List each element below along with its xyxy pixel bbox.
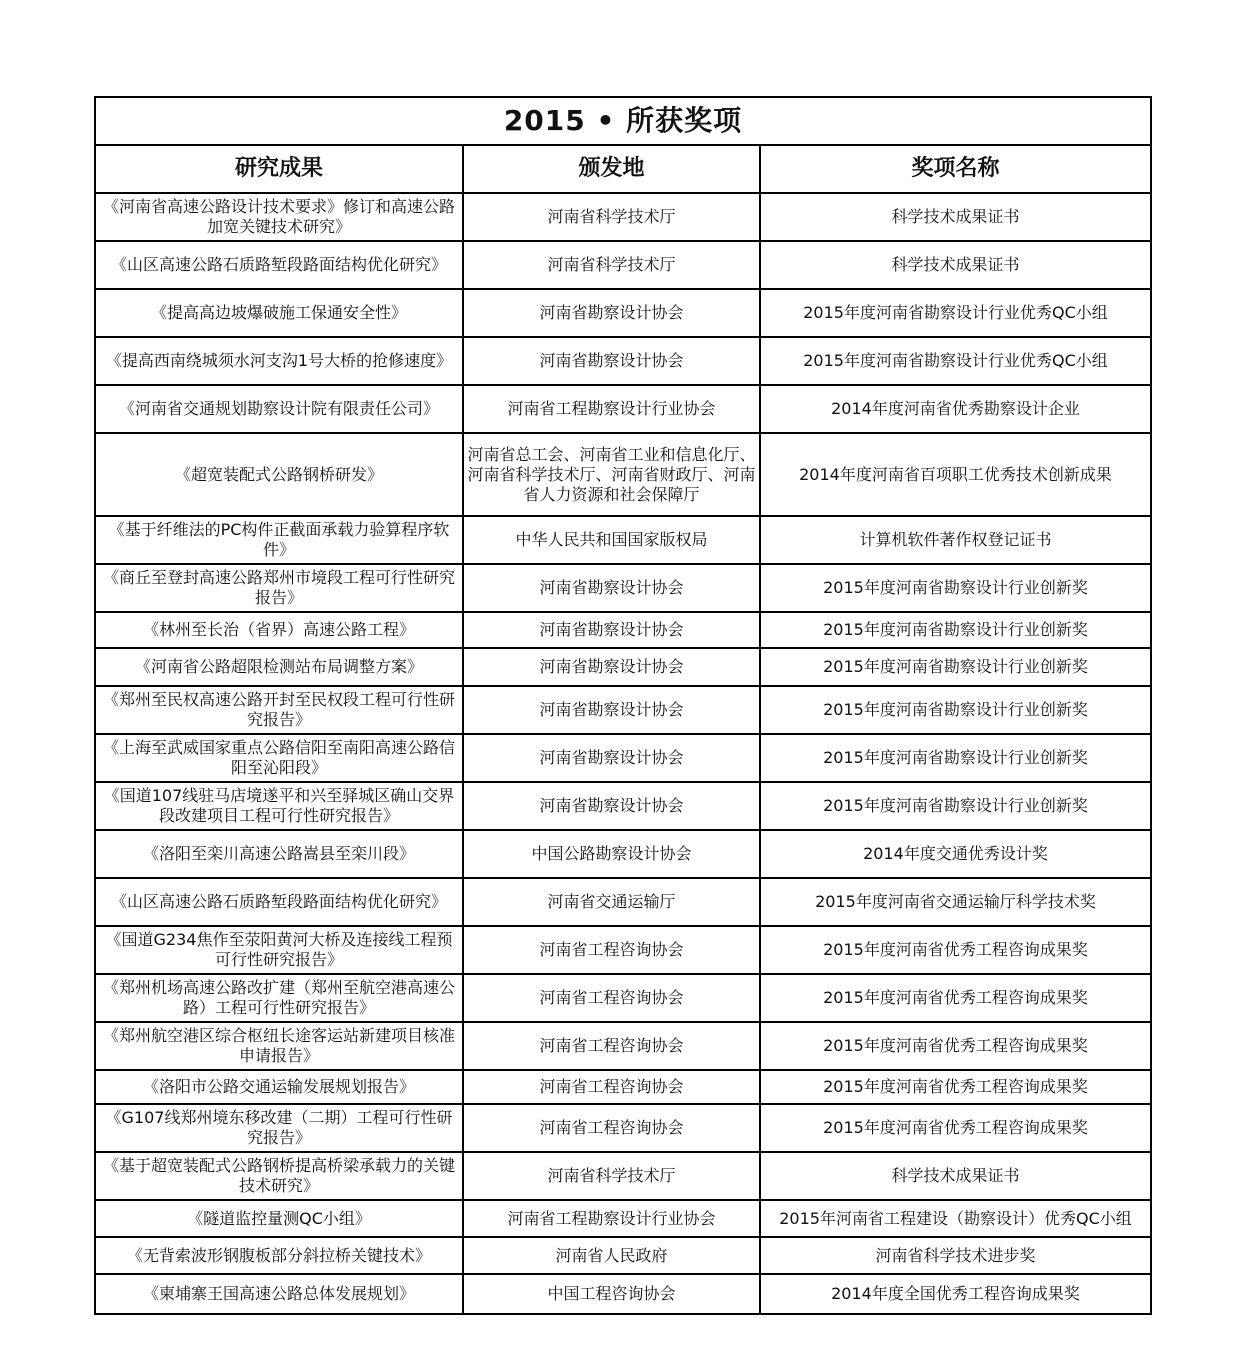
cell-result: 《柬埔寨王国高速公路总体发展规划》 (95, 1274, 463, 1314)
table-title: 2015 • 所获奖项 (95, 97, 1151, 145)
table-row (95, 433, 1151, 516)
table-row (95, 564, 1151, 612)
table-row (95, 337, 1151, 385)
cell-result: 《商丘至登封高速公路郑州市境段工程可行性研究报告》 (95, 564, 463, 612)
table-row (95, 1152, 1151, 1200)
header-result: 研究成果 (95, 145, 463, 193)
cell-result: 《洛阳市公路交通运输发展规划报告》 (95, 1070, 463, 1104)
cell-award: 科学技术成果证书 (760, 241, 1151, 289)
cell-award: 2014年度河南省优秀勘察设计企业 (760, 385, 1151, 433)
cell-result: 《提高西南绕城须水河支沟1号大桥的抢修速度》 (95, 337, 463, 385)
table-row (95, 974, 1151, 1022)
cell-award: 2015年度河南省优秀工程咨询成果奖 (760, 926, 1151, 974)
table-row (95, 1022, 1151, 1070)
cell-award: 2015年度河南省优秀工程咨询成果奖 (760, 974, 1151, 1022)
cell-result: 《提高高边坡爆破施工保通安全性》 (95, 289, 463, 337)
cell-issuer: 河南省勘察设计协会 (463, 734, 760, 782)
cell-issuer: 中国公路勘察设计协会 (463, 830, 760, 878)
cell-award: 计算机软件著作权登记证书 (760, 516, 1151, 564)
cell-award: 河南省科学技术进步奖 (760, 1237, 1151, 1274)
cell-award: 2015年度河南省交通运输厅科学技术奖 (760, 878, 1151, 926)
cell-award: 2015年度河南省勘察设计行业创新奖 (760, 734, 1151, 782)
cell-result: 《郑州机场高速公路改扩建（郑州至航空港高速公路）工程可行性研究报告》 (95, 974, 463, 1022)
cell-issuer: 河南省工程咨询协会 (463, 926, 760, 974)
cell-issuer: 河南省勘察设计协会 (463, 686, 760, 734)
cell-result: 《郑州航空港区综合枢纽长途客运站新建项目核准申请报告》 (95, 1022, 463, 1070)
table-row (95, 782, 1151, 830)
table-row (95, 648, 1151, 686)
cell-result: 《上海至武威国家重点公路信阳至南阳高速公路信阳至沁阳段》 (95, 734, 463, 782)
cell-award: 2015年度河南省勘察设计行业创新奖 (760, 648, 1151, 686)
table-row (95, 1104, 1151, 1152)
cell-issuer: 河南省勘察设计协会 (463, 612, 760, 648)
table-row (95, 878, 1151, 926)
cell-issuer: 河南省总工会、河南省工业和信息化厅、河南省科学技术厅、河南省财政厅、河南省人力资源和社会保障厅 (463, 433, 760, 516)
cell-issuer: 河南省工程勘察设计行业协会 (463, 1200, 760, 1237)
cell-issuer: 河南省工程咨询协会 (463, 1022, 760, 1070)
cell-issuer: 河南省勘察设计协会 (463, 648, 760, 686)
cell-result: 《河南省交通规划勘察设计院有限责任公司》 (95, 385, 463, 433)
table-row (95, 1274, 1151, 1314)
cell-award: 2014年度全国优秀工程咨询成果奖 (760, 1274, 1151, 1314)
cell-issuer: 中华人民共和国国家版权局 (463, 516, 760, 564)
cell-issuer: 河南省工程勘察设计行业协会 (463, 385, 760, 433)
cell-result: 《洛阳至栾川高速公路嵩县至栾川段》 (95, 830, 463, 878)
cell-result: 《G107线郑州境东移改建（二期）工程可行性研究报告》 (95, 1104, 463, 1152)
cell-issuer: 河南省工程咨询协会 (463, 974, 760, 1022)
table-row (95, 926, 1151, 974)
header-issuer: 颁发地 (463, 145, 760, 193)
cell-result: 《林州至长治（省界）高速公路工程》 (95, 612, 463, 648)
cell-issuer: 中国工程咨询协会 (463, 1274, 760, 1314)
cell-award: 2014年度河南省百项职工优秀技术创新成果 (760, 433, 1151, 516)
cell-issuer: 河南省勘察设计协会 (463, 782, 760, 830)
table-row (95, 612, 1151, 648)
table-row (95, 241, 1151, 289)
table-row (95, 193, 1151, 241)
cell-result: 《山区高速公路石质路堑段路面结构优化研究》 (95, 878, 463, 926)
cell-award: 2015年度河南省优秀工程咨询成果奖 (760, 1022, 1151, 1070)
cell-result: 《国道G234焦作至荥阳黄河大桥及连接线工程预可行性研究报告》 (95, 926, 463, 974)
table-row (95, 289, 1151, 337)
cell-issuer: 河南省工程咨询协会 (463, 1070, 760, 1104)
cell-issuer: 河南省交通运输厅 (463, 878, 760, 926)
table-row (95, 516, 1151, 564)
cell-result: 《无背索波形钢腹板部分斜拉桥关键技术》 (95, 1237, 463, 1274)
cell-issuer: 河南省科学技术厅 (463, 1152, 760, 1200)
cell-award: 科学技术成果证书 (760, 1152, 1151, 1200)
cell-award: 2015年度河南省优秀工程咨询成果奖 (760, 1070, 1151, 1104)
table-row (95, 1200, 1151, 1237)
cell-issuer: 河南省勘察设计协会 (463, 337, 760, 385)
cell-result: 《超宽装配式公路钢桥研发》 (95, 433, 463, 516)
table-row (95, 385, 1151, 433)
cell-award: 2015年度河南省优秀工程咨询成果奖 (760, 1104, 1151, 1152)
cell-award: 2015年度河南省勘察设计行业优秀QC小组 (760, 337, 1151, 385)
header-award: 奖项名称 (760, 145, 1151, 193)
cell-result: 《山区高速公路石质路堑段路面结构优化研究》 (95, 241, 463, 289)
cell-award: 2015年度河南省勘察设计行业创新奖 (760, 686, 1151, 734)
cell-result: 《基于纤维法的PC构件正截面承载力验算程序软件》 (95, 516, 463, 564)
cell-issuer: 河南省勘察设计协会 (463, 564, 760, 612)
cell-result: 《国道107线驻马店境遂平和兴至驿城区确山交界段改建项目工程可行性研究报告》 (95, 782, 463, 830)
cell-award: 科学技术成果证书 (760, 193, 1151, 241)
cell-award: 2015年度河南省勘察设计行业创新奖 (760, 612, 1151, 648)
table-row (95, 686, 1151, 734)
cell-award: 2015年度河南省勘察设计行业优秀QC小组 (760, 289, 1151, 337)
cell-issuer: 河南省科学技术厅 (463, 193, 760, 241)
cell-result: 《河南省公路超限检测站布局调整方案》 (95, 648, 463, 686)
cell-result: 《隧道监控量测QC小组》 (95, 1200, 463, 1237)
cell-result: 《河南省高速公路设计技术要求》修订和高速公路加宽关键技术研究》 (95, 193, 463, 241)
table-row (95, 1070, 1151, 1104)
cell-issuer: 河南省人民政府 (463, 1237, 760, 1274)
cell-result: 《基于超宽装配式公路钢桥提高桥梁承载力的关键技术研究》 (95, 1152, 463, 1200)
cell-result: 《郑州至民权高速公路开封至民权段工程可行性研究报告》 (95, 686, 463, 734)
cell-award: 2015年度河南省勘察设计行业创新奖 (760, 564, 1151, 612)
cell-award: 2014年度交通优秀设计奖 (760, 830, 1151, 878)
awards-table (94, 96, 1152, 1315)
table-row (95, 1237, 1151, 1274)
table-row (95, 830, 1151, 878)
cell-award: 2015年河南省工程建设（勘察设计）优秀QC小组 (760, 1200, 1151, 1237)
cell-issuer: 河南省科学技术厅 (463, 241, 760, 289)
cell-award: 2015年度河南省勘察设计行业创新奖 (760, 782, 1151, 830)
cell-issuer: 河南省工程咨询协会 (463, 1104, 760, 1152)
cell-issuer: 河南省勘察设计协会 (463, 289, 760, 337)
table-row (95, 734, 1151, 782)
